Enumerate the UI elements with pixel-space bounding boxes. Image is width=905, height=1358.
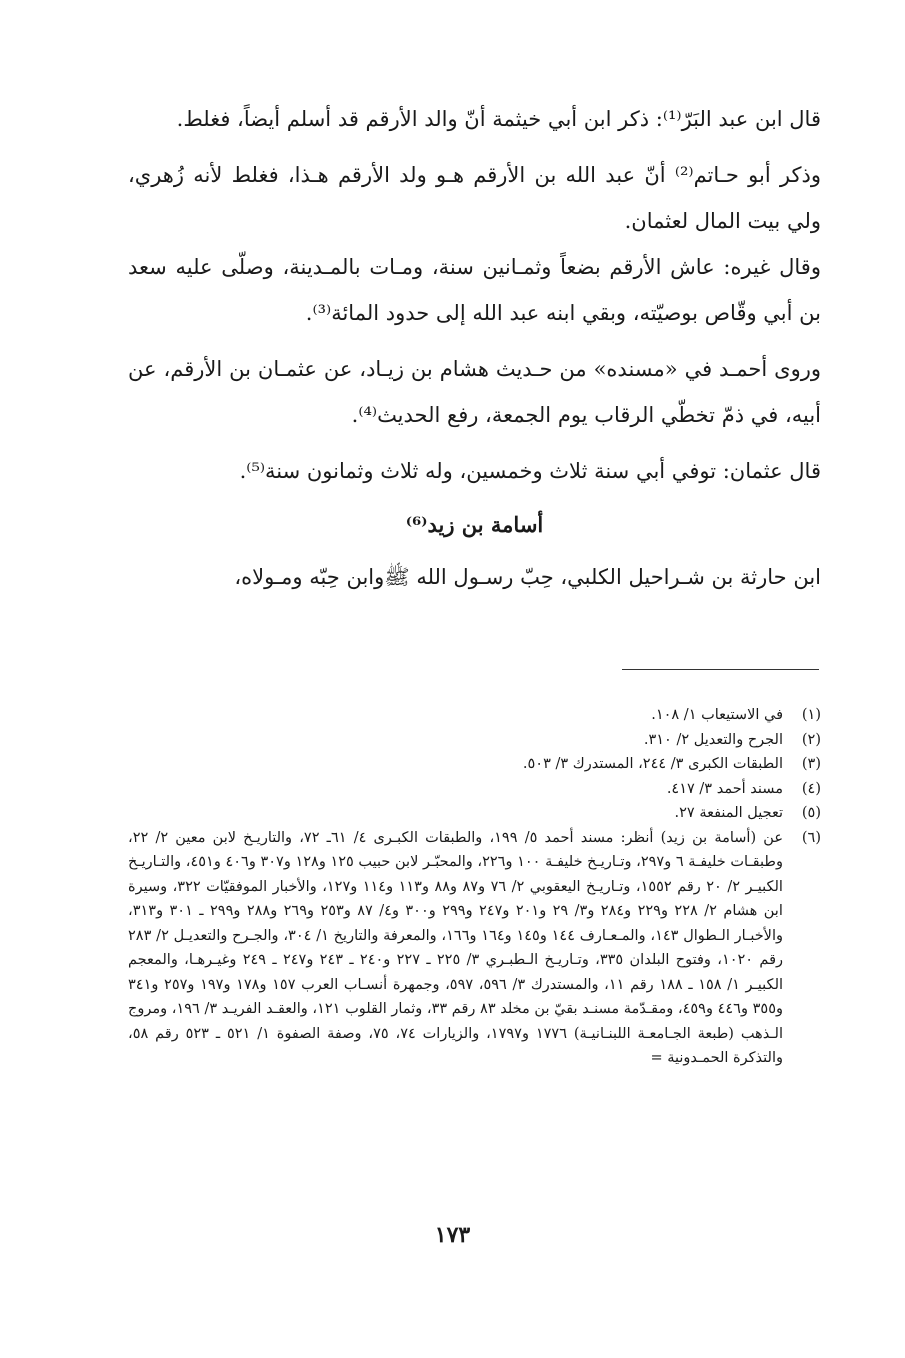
footnote [128, 801, 821, 826]
footnote [128, 752, 821, 777]
footnote-text: تعجيل المنفعة ٢٧. [674, 805, 783, 821]
footnote-number: (٥) [801, 805, 821, 821]
footnote-text: مسند أحمد ٣/ ٤١٧. [666, 780, 783, 797]
footnote-number: (٣) [801, 756, 821, 772]
footnote [128, 703, 821, 728]
footnote-number: (٢) [801, 731, 821, 748]
footnote-number: (٤) [801, 780, 821, 797]
footnote-number: (١) [801, 707, 821, 723]
footnote-number: (٦) [801, 829, 821, 846]
footnote-separator [622, 669, 819, 670]
footnote [128, 777, 821, 802]
footnotes [128, 703, 821, 1071]
footnote-text: في الاستيعاب ١/ ١٠٨. [651, 707, 783, 723]
page-number: ١٧٣ [434, 1222, 471, 1248]
heading-paragraph: ابن حارثة بن شـراحيل الكلبي، حِبّ رسـول الله ﷺوابن حِبّه ومـولاه، [234, 565, 821, 589]
footnote [128, 826, 821, 1071]
footnote-text: الطبقات الكبرى ٣/ ٢٤٤، المستدرك ٣/ ٥٠٣. [522, 756, 783, 772]
paragraph-1: قال ابن عبد البَرّ⁽¹⁾: ذكر ابن أبي خيثمة أنّ والد الأرقم قد أسلم أيضاً، فغلط. [176, 107, 821, 131]
paragraph-5: قال عثمان: توفي أبي سنة ثلاث وخمسين، وله ثلاث وثمانون سنة⁽⁵⁾. [239, 459, 821, 483]
section-heading: أسامة بن زيد⁽⁶⁾ [405, 512, 544, 537]
main-text [128, 96, 821, 600]
paragraph-3: وقال غيره: عاش الأرقم بضعاً وثمـانين سنة، ومـات بالمـدينة، وصلّى عليه سعد بن أبي وقّاص بوصيّته، وبقي ابنه عبد الله إلى حدود المائة⁽³⁾. [128, 255, 821, 325]
footnote [128, 728, 821, 753]
paragraph-2: وذكر أبو حـاتم⁽²⁾ أنّ عبد الله بن الأرقم هـو ولد الأرقم هـذا، فغلط لأنه زُهري، ولي بيت المال لعثمان. [128, 163, 821, 233]
footnote-text: الجرح والتعديل ٢/ ٣١٠. [643, 731, 783, 748]
footnote-text: عن (أسامة بن زيد) أنظر: مسند أحمد ٥/ ١٩٩، والطبقات الكبـرى ٤/ ٦١ـ ٧٢، والتاريـخ لابن معين ٢/ ٢٢، وطبقـات خليفـة ٦ و٢٩٧، وتـاريـخ خليفـة ١٠٠ و٢٢٦، والمحبّـر لابن حبيب ١٢٥ و١٢٨ و٣٠٧ و٤٠٦ و٤٥١، والتـاريـخ الكبيـر ٢/ ٢٠ رقم ١٥٥٢، وتـاريـخ اليعقوبي ٢/ ٧٦ و٨٧ و٨٨ و١١٣ و١١٤ و١٢٧، والأخبار الموفقيّات ٣٢٢، وسيرة ابن هشام ٢/ ٢٢٨ و٢٢٩ و٢٨٤ و٣/ ٢٩ و٢٠١ و٢٤٧ و٢٩٩ و٣٠٠ و٤/ ٨٧ و٢٥٣ و٢٦٩ و٢٨٨ و٢٩٩ ـ ٣٠١ و٣١٣، والأخبـار الـطوال ١٤٣، والمـعـارف ١٤٤ و١٤٥ و١٦٤ و١٦٦، والمعرفة والتاريخ ١/ ٣٠٤، والجـرح والتعديـل ٢/ ٢٨٣ رقم ١٠٢٠، وفتوح البلدان ٣٣٥، وتـاريـخ الـطبـري ٣/ ٢٢٥ ـ ٢٢٧ و٢٤٠ ـ ٢٤٣ و٢٤٧ ـ ٢٤٩ وغيـرهـا، والمعجم الكبيـر ١/ ١٥٨ ـ ١٨٨ رقم ١١، والمستدرك ٣/ ٥٩٦، ٥٩٧، وجمهرة أنسـاب العرب ١٥٧ و١٧٨ و١٩٧ و٢٥٧ و٣٤١ و٣٥٥ و٤٤٦ و٤٥٩، ومقـدّمة مسنـد بقيّ بن مخلد ٨٣ رقم ٣٣، وثمار القلوب ١٢١، والعقـد الفريـد ٣/ ١٩٦، ومروج الـذهب (طبعة الجـامعـة اللبنـانيـة) ١٧٧٦ و١٧٩٧، والزيارات ٧٤، ٧٥، وصفة الصفوة ١/ ٥٢١ ـ ٥٢٣ رقم ٥٨، والتذكرة الحمـدونية = [128, 829, 784, 1066]
paragraph-4: وروى أحمـد في «مسنده» من حـديث هشام بن زيـاد، عن عثمـان بن الأرقم، عن أبيه، في ذمّ تخطّي الرقاب يوم الجمعة، رفع الحديث⁽⁴⁾. [128, 357, 821, 427]
